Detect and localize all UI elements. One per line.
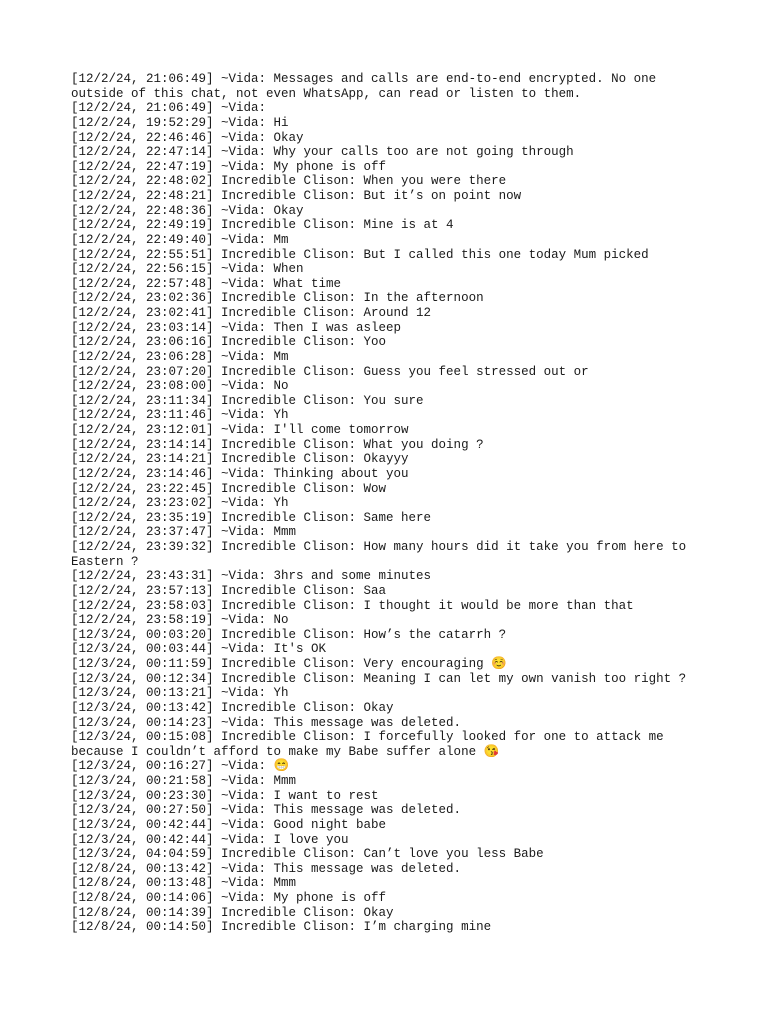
chat-line: [12/3/24, 00:42:44] ~Vida: I love you — [71, 832, 349, 847]
chat-line: [12/2/24, 22:55:51] Incredible Clison: But I called this one today Mum picked — [71, 247, 649, 262]
chat-line: [12/3/24, 00:03:20] Incredible Clison: How’s the catarrh ? — [71, 627, 507, 642]
chat-line: [12/2/24, 23:11:34] Incredible Clison: You sure — [71, 393, 424, 408]
chat-line: [12/3/24, 00:11:59] Incredible Clison: Very encouraging ☺️ — [71, 657, 507, 671]
chat-line: [12/2/24, 23:03:14] ~Vida: Then I was asleep — [71, 320, 402, 335]
chat-line: [12/2/24, 22:57:48] ~Vida: What time — [71, 276, 342, 291]
chat-line: [12/2/24, 22:49:19] Incredible Clison: Mine is at 4 — [71, 218, 454, 233]
chat-line: [12/3/24, 00:42:44] ~Vida: Good night babe — [71, 817, 387, 832]
chat-line: [12/2/24, 23:57:13] Incredible Clison: Saa — [71, 583, 387, 598]
chat-line: [12/2/24, 22:48:21] Incredible Clison: But it’s on point now — [71, 189, 522, 203]
chat-line: [12/3/24, 00:27:50] ~Vida: This message was deleted. — [71, 803, 462, 818]
chat-line: [12/2/24, 22:56:15] ~Vida: When — [71, 262, 304, 277]
chat-line: [12/3/24, 00:15:08] Incredible Clison: I forcefully looked for one to attack me because I couldn’t afford to make my Babe suffer alone 😘 — [71, 730, 672, 759]
chat-line: [12/2/24, 19:52:29] ~Vida: Hi — [71, 115, 289, 130]
chat-line: [12/2/24, 23:12:01] ~Vida: I'll come tomorrow — [71, 423, 409, 437]
chat-line: [12/2/24, 23:14:14] Incredible Clison: What you doing ? — [71, 437, 484, 452]
chat-line: [12/2/24, 23:22:45] Incredible Clison: Wow — [71, 481, 387, 496]
chat-line: [12/2/24, 23:11:46] ~Vida: Yh — [71, 408, 289, 423]
chat-line: [12/2/24, 23:06:16] Incredible Clison: Yoo — [71, 335, 387, 350]
chat-line: [12/2/24, 23:06:28] ~Vida: Mm — [71, 349, 289, 364]
chat-line: [12/2/24, 22:47:19] ~Vida: My phone is off — [71, 159, 387, 174]
chat-line: [12/2/24, 23:02:36] Incredible Clison: In the afternoon — [71, 291, 484, 306]
chat-line: [12/2/24, 23:37:47] ~Vida: Mmm — [71, 525, 297, 540]
chat-line: [12/3/24, 04:04:59] Incredible Clison: Can’t love you less Babe — [71, 847, 544, 862]
chat-line: [12/3/24, 00:13:42] Incredible Clison: Okay — [71, 700, 394, 715]
chat-line: [12/2/24, 23:35:19] Incredible Clison: Same here — [71, 510, 432, 525]
chat-line: [12/8/24, 00:14:39] Incredible Clison: Okay — [71, 905, 394, 920]
chat-line: [12/3/24, 00:12:34] Incredible Clison: Meaning I can let my own vanish too right ? — [71, 671, 687, 686]
chat-line: [12/3/24, 00:23:30] ~Vida: I want to rest — [71, 788, 379, 803]
chat-line: [12/3/24, 00:16:27] ~Vida: 😁 — [71, 759, 290, 774]
chat-line: [12/3/24, 00:03:44] ~Vida: It's OK — [71, 642, 327, 657]
chat-line: [12/2/24, 23:08:00] ~Vida: No — [71, 379, 289, 394]
chat-line: [12/2/24, 23:07:20] Incredible Clison: Guess you feel stressed out or — [71, 364, 589, 379]
chat-line: [12/8/24, 00:13:48] ~Vida: Mmm — [71, 876, 297, 891]
chat-line: [12/2/24, 23:58:03] Incredible Clison: I thought it would be more than that — [71, 598, 634, 613]
chat-line: [12/2/24, 22:47:14] ~Vida: Why your calls too are not going through — [71, 145, 574, 160]
chat-line: [12/2/24, 23:14:21] Incredible Clison: Okayyy — [71, 452, 409, 467]
chat-line: [12/8/24, 00:13:42] ~Vida: This message was deleted. — [71, 861, 462, 876]
chat-line: [12/2/24, 22:46:46] ~Vida: Okay — [71, 130, 304, 145]
chat-line: [12/2/24, 21:06:49] ~Vida: Messages and calls are end-to-end encrypted. No one outside of this chat, not even WhatsApp, can read or listen to them. — [71, 72, 664, 101]
chat-line: [12/2/24, 22:48:02] Incredible Clison: When you were there — [71, 174, 507, 189]
chat-line: [12/2/24, 23:43:31] ~Vida: 3hrs and some minutes — [71, 569, 432, 584]
chat-line: [12/3/24, 00:13:21] ~Vida: Yh — [71, 686, 289, 701]
chat-line: [12/2/24, 23:39:32] Incredible Clison: How many hours did it take you from here to Eastern ? — [71, 540, 694, 569]
chat-line: [12/2/24, 23:14:46] ~Vida: Thinking about you — [71, 466, 409, 481]
chat-line: [12/2/24, 21:06:49] ~Vida: — [71, 101, 267, 116]
chat-line: [12/8/24, 00:14:06] ~Vida: My phone is off — [71, 891, 387, 905]
chat-line: [12/3/24, 00:21:58] ~Vida: Mmm — [71, 774, 297, 788]
chat-line: [12/8/24, 00:14:50] Incredible Clison: I’m charging mine — [71, 920, 492, 935]
chat-line: [12/2/24, 22:48:36] ~Vida: Okay — [71, 203, 304, 218]
chat-transcript — [71, 72, 711, 935]
chat-line: [12/3/24, 00:14:23] ~Vida: This message was deleted. — [71, 715, 462, 730]
chat-line: [12/2/24, 23:23:02] ~Vida: Yh — [71, 496, 289, 511]
chat-line: [12/2/24, 23:02:41] Incredible Clison: Around 12 — [71, 306, 432, 320]
chat-line: [12/2/24, 22:49:40] ~Vida: Mm — [71, 232, 289, 247]
chat-line: [12/2/24, 23:58:19] ~Vida: No — [71, 613, 289, 628]
